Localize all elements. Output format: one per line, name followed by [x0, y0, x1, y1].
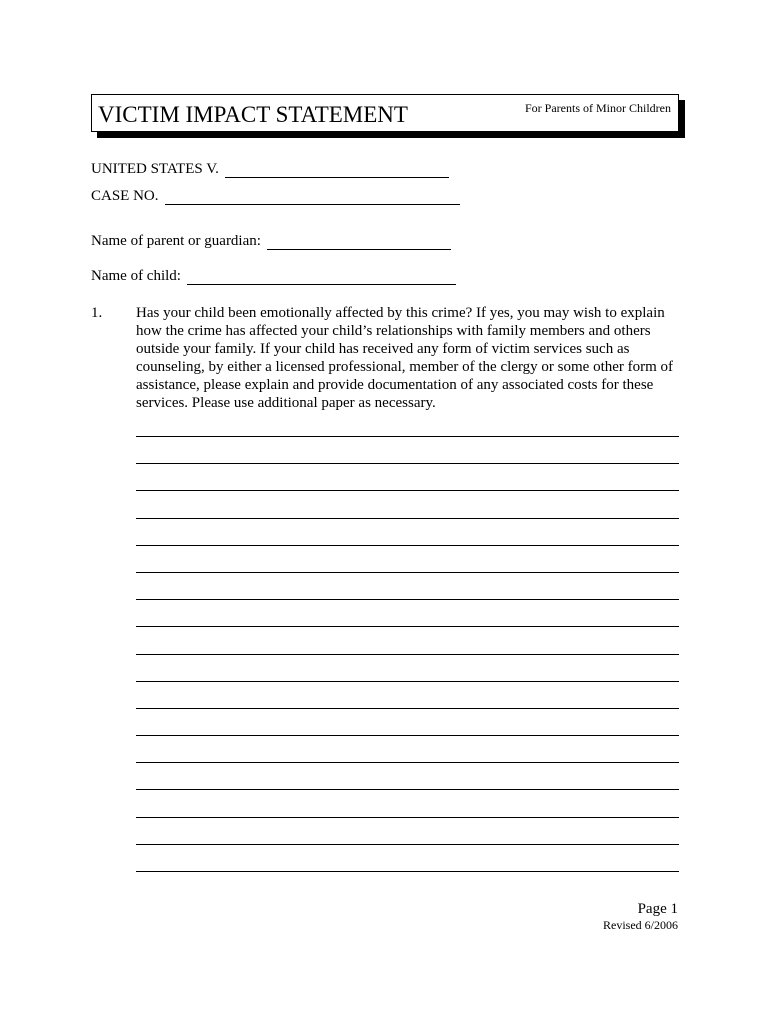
answer-line[interactable]: [136, 626, 679, 653]
answer-line[interactable]: [136, 762, 679, 789]
parent-guardian-field: [91, 232, 451, 250]
answer-line[interactable]: [136, 844, 679, 871]
case-number-label: CASE NO.: [91, 188, 159, 204]
case-number-field: [91, 187, 460, 205]
united-states-blank[interactable]: [225, 163, 449, 178]
answer-line[interactable]: [136, 681, 679, 708]
answer-line[interactable]: [136, 654, 679, 681]
answer-line[interactable]: [136, 518, 679, 545]
united-states-field: [91, 160, 449, 178]
question-line: assistance, please explain and provide documentation of any associated costs for these: [136, 377, 654, 393]
united-states-label: UNITED STATES V.: [91, 161, 219, 177]
answer-line[interactable]: [136, 708, 679, 735]
revision-date: Revised 6/2006: [603, 918, 678, 932]
case-number-blank[interactable]: [165, 190, 460, 205]
answer-line[interactable]: [136, 572, 679, 599]
answer-line[interactable]: [136, 817, 679, 844]
document-title: VICTIM IMPACT STATEMENT: [98, 102, 408, 127]
answer-line[interactable]: [136, 735, 679, 762]
answer-line[interactable]: [136, 871, 679, 898]
answer-line[interactable]: [136, 789, 679, 816]
title-box: [91, 94, 679, 132]
child-name-label: Name of child:: [91, 268, 181, 284]
answer-line[interactable]: [136, 490, 679, 517]
child-name-blank[interactable]: [187, 270, 456, 285]
question-line: outside your family. If your child has received any form of victim services such as: [136, 341, 630, 357]
page-number: Page 1: [637, 901, 678, 917]
question-line: services. Please use additional paper as necessary.: [136, 395, 436, 411]
answer-line[interactable]: [136, 463, 679, 490]
parent-guardian-blank[interactable]: [267, 235, 451, 250]
answer-line[interactable]: [136, 599, 679, 626]
question-text: [136, 304, 684, 412]
answer-line[interactable]: [136, 545, 679, 572]
question-number: 1.: [91, 305, 103, 321]
child-name-field: [91, 267, 456, 285]
document-subtitle: For Parents of Minor Children: [525, 101, 671, 115]
answer-line[interactable]: [136, 436, 679, 463]
question-line: how the crime has affected your child’s relationships with family members and others: [136, 323, 651, 339]
parent-guardian-label: Name of parent or guardian:: [91, 233, 261, 249]
question-line: Has your child been emotionally affected by this crime? If yes, you may wish to explain: [136, 305, 665, 321]
answer-area[interactable]: [136, 436, 679, 898]
question-line: counseling, by either a licensed professional, member of the clergy or some other form of: [136, 359, 674, 375]
